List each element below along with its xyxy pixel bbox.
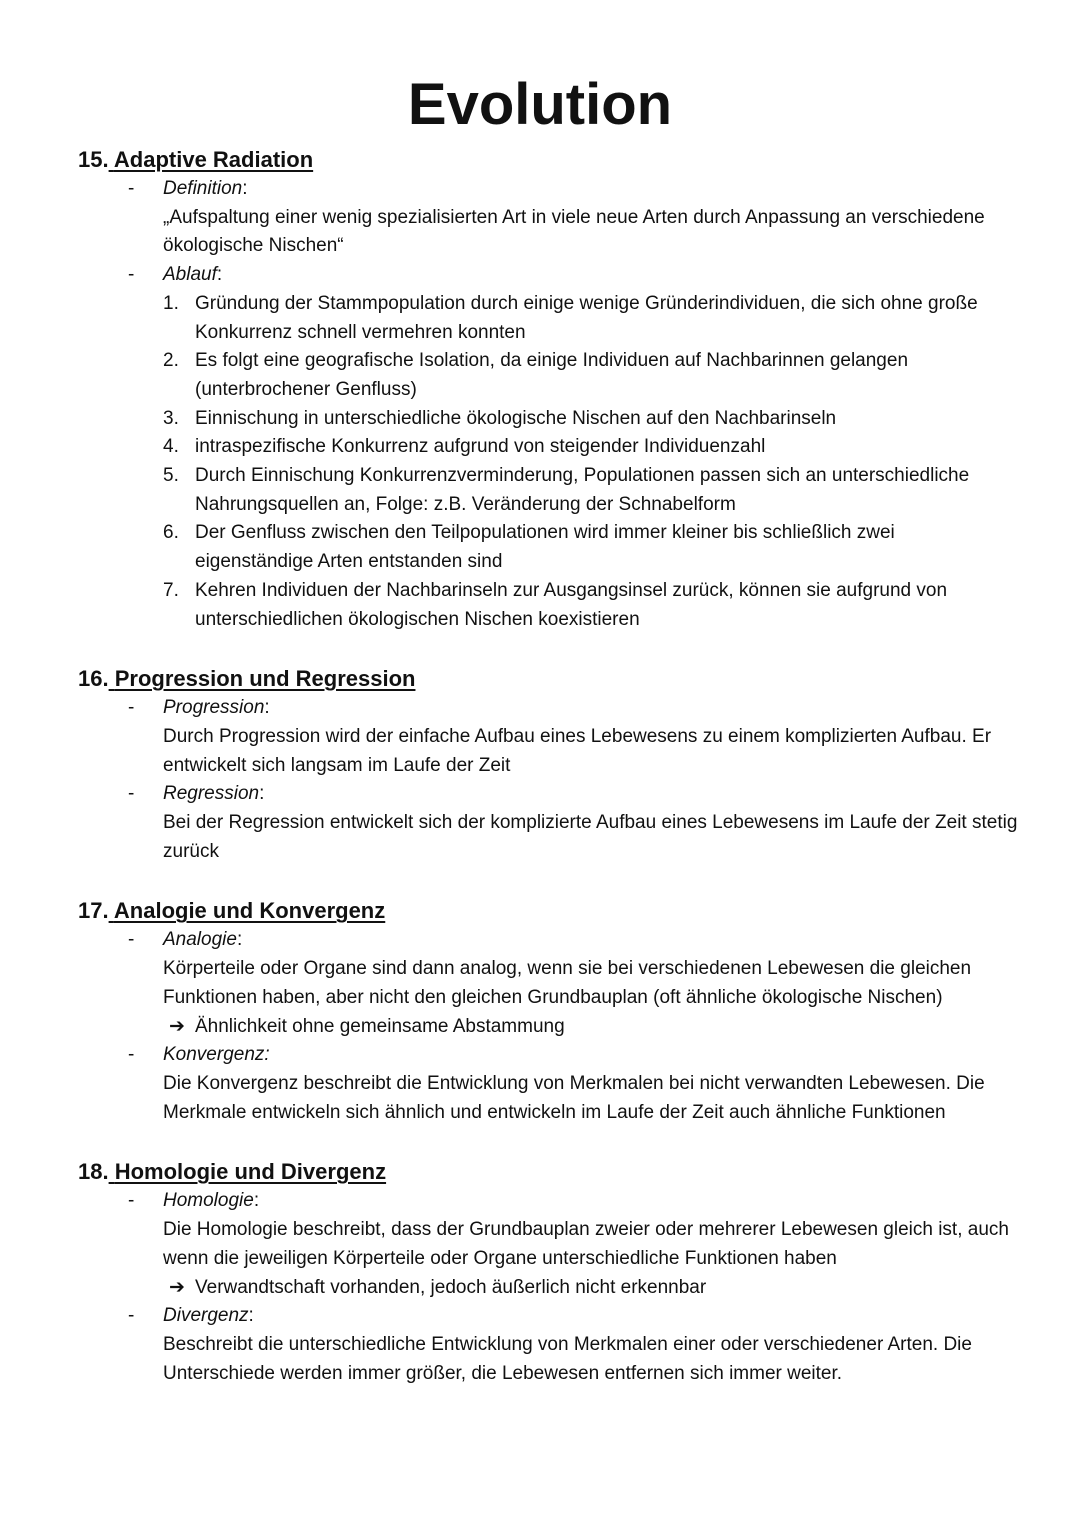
term-label: Definition: xyxy=(163,178,248,199)
section-homologie-divergenz xyxy=(78,1157,1018,1388)
section-adaptive-radiation xyxy=(78,145,1018,634)
dash-marker: - xyxy=(128,178,135,199)
dash-marker: - xyxy=(128,697,135,719)
section-heading xyxy=(78,664,1018,694)
term-label: Analogie: xyxy=(163,929,243,951)
bullet-analogie xyxy=(78,926,1018,1041)
section-heading xyxy=(78,896,1018,926)
progression-text: Durch Progression wird der einfache Aufbau eines Lebewesens zu einem komplizierten Aufbau. Er entwickelt sich langsam im Laufe der Zeit xyxy=(163,725,992,776)
page-title: Evolution xyxy=(407,72,673,137)
section-number: 15. xyxy=(78,147,109,172)
regression-text: Bei der Regression entwickelt sich der komplizierte Aufbau eines Lebewesens im Laufe der Zeit stetig zurück xyxy=(163,812,1018,862)
analogie-text: Körperteile oder Organe sind dann analog, wenn sie bei verschiedenen Lebewesen die gleichen Funktionen haben, aber nicht den gleichen Grundbauplan (oft ähnliche ökologische Nischen) xyxy=(163,958,972,1008)
list-item: 2. Es folgt eine geografische Isolation, da einige Individuen auf Nachbarinnen gelangen (unterbrochener Genfluss) xyxy=(163,350,909,400)
homologie-text: Die Homologie beschreibt, dass der Grundbauplan zweier oder mehrerer Lebewesen gleich ist, auch wenn die jeweiligen Körperteile oder Organe unterschiedliche Funktionen haben xyxy=(163,1219,1009,1269)
section-number: 16. xyxy=(78,666,109,692)
list-item: 7. Kehren Individuen der Nachbarinseln zur Ausgangsinsel zurück, können sie aufgrund von unterschiedlichen ökologischen Nischen koexistieren xyxy=(163,579,948,630)
section-title: Analogie und Konvergenz xyxy=(113,898,386,924)
list-item: 3. Einnischung in unterschiedliche ökologische Nischen auf den Nachbarinseln xyxy=(163,407,837,429)
conclusion-line: ➔ Verwandtschaft vorhanden, jedoch äußerlich nicht erkennbar xyxy=(163,1274,1018,1303)
list-item: 5. Durch Einnischung Konkurrenzverminderung, Populationen passen sich an unterschiedliche Nahrungsquellen an, Folge: z.B. Veränderung der Schnabelform xyxy=(163,465,970,515)
term-label: Ablauf: xyxy=(163,264,223,286)
dash-marker: - xyxy=(128,783,135,805)
konvergenz-text: Die Konvergenz beschreibt die Entwicklung von Merkmalen bei nicht verwandten Lebewesen. Die Merkmale entwickeln sich ähnlich und entwickeln im Laufe der Zeit auch ähnliche Funktionen xyxy=(163,1072,985,1123)
list-item: 1. Gründung der Stammpopulation durch einige wenige Gründerindividuen, die sich ohne große Konkurrenz schnell vermehren konnten xyxy=(163,292,978,343)
dash-marker: - xyxy=(128,1190,135,1212)
bullet-definition xyxy=(78,175,1018,261)
bullet-ablauf xyxy=(78,261,1018,634)
dash-marker: - xyxy=(128,929,135,951)
dash-marker: - xyxy=(128,1044,135,1066)
section-title: Progression und Regression xyxy=(114,666,416,692)
bullet-progression xyxy=(78,694,1018,780)
section-number: 18. xyxy=(78,1159,109,1185)
bullet-konvergenz xyxy=(78,1041,1018,1127)
dash-marker: - xyxy=(128,264,135,286)
document-body xyxy=(78,145,1018,1388)
bullet-homologie xyxy=(78,1187,1018,1302)
section-heading xyxy=(78,1157,1018,1187)
list-item: 4. intraspezifische Konkurrenz aufgrund von steigender Individuenzahl xyxy=(163,436,766,458)
section-number: 17. xyxy=(78,898,109,924)
section-title: Homologie und Divergenz xyxy=(114,1159,387,1185)
arrow-right-icon: ➔ xyxy=(169,1015,185,1037)
dash-marker: - xyxy=(128,1305,135,1327)
definition-text: „Aufspaltung einer wenig spezialisierten Art in viele neue Arten durch Anpassung an verschiedene ökologische Nischen“ xyxy=(163,206,985,257)
bullet-divergenz xyxy=(78,1302,1018,1388)
conclusion-line: ➔ Ähnlichkeit ohne gemeinsame Abstammung xyxy=(163,1013,1018,1042)
term-label: Regression: xyxy=(163,783,265,805)
arrow-right-icon: ➔ xyxy=(169,1276,185,1298)
section-title: Adaptive Radiation xyxy=(113,147,314,172)
ablauf-steps xyxy=(163,290,1018,634)
section-heading xyxy=(78,145,1018,175)
term-label: Konvergenz: xyxy=(163,1044,270,1066)
section-analogie-konvergenz xyxy=(78,896,1018,1127)
term-label: Divergenz: xyxy=(163,1305,254,1327)
divergenz-text: Beschreibt die unterschiedliche Entwicklung von Merkmalen einer oder verschiedener Arten. Die Unterschiede werden immer größer, die Lebewesen entfernen sich immer weiter. xyxy=(163,1333,972,1384)
list-item: 6. Der Genfluss zwischen den Teilpopulationen wird immer kleiner bis schließlich zwei eigenständige Arten entstanden sind xyxy=(163,522,895,573)
bullet-regression xyxy=(78,780,1018,866)
term-label: Progression: xyxy=(163,697,270,719)
section-progression-regression xyxy=(78,664,1018,866)
term-label: Homologie: xyxy=(163,1190,260,1212)
